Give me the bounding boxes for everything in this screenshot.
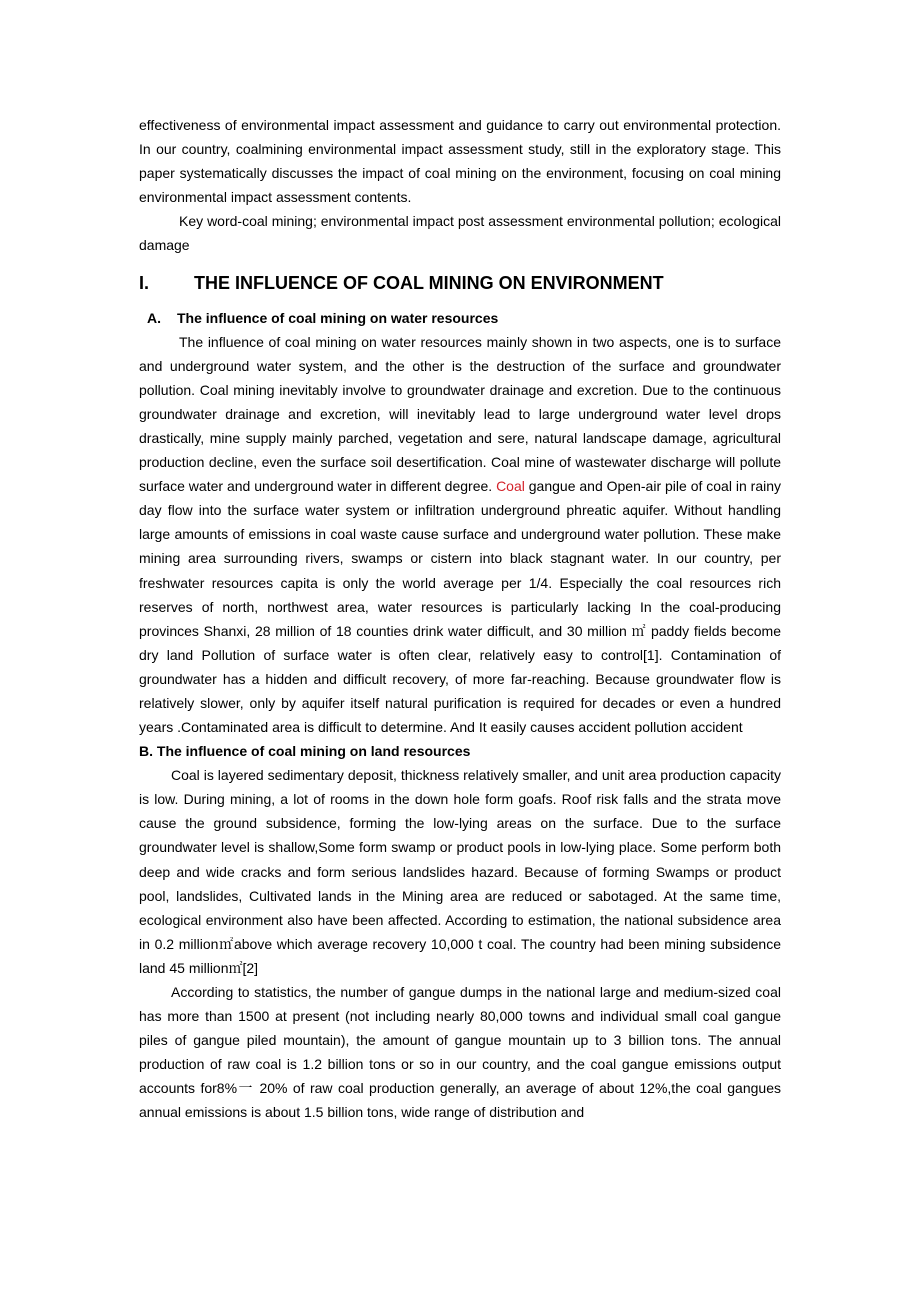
subsection-a-heading: [139, 306, 781, 330]
subsection-a-number: A.: [147, 309, 161, 326]
keywords-paragraph: Key word-coal mining; environmental impact post assessment environmental pollution; ecological damage: [139, 213, 781, 254]
land-resources-paragraph-2: According to statistics, the number of gangue dumps in the national large and medium-sized coal has more than 1500 at present (not including nearly 80,000 towns and individual small coal gangue piles of gangue piled mountain), the amount of gangue mountain up to 3 billion tons. The annual production of raw coal is 1.2 billion tons or so in our country, and the coal gangue emissions output accounts for8%一 20% of raw coal production generally, an average of about 12%,the coal gangues annual emissions is about 1.5 billion tons, wide range of distribution and: [139, 984, 781, 1121]
abstract-continuation: effectiveness of environmental impact assessment and guidance to carry out environmental protection. In our country, coalmining environmental impact assessment study, still in the exploratory stage. This paper systematically discusses the impact of coal mining on the environment, focusing on coal mining environmental impact assessment contents.: [139, 117, 781, 206]
water-paragraph-part1: The influence of coal mining on water resources mainly shown in two aspects, one is to surface and underground water system, and the other is the destruction of the surface and groundwater pollution. Coal mining inevitably involve to groundwater drainage and excretion. Due to the continuous groundwater drainage and excretion, will inevitably lead to large underground water level drops drastically, mine supply mainly parched, vegetation and sere, natural landscape damage, agricultural production decline, even the surface soil desertification. Coal mine of wastewater discharge will pollute surface water and underground water in different degree.: [139, 333, 781, 495]
water-paragraph-part2: gangue and Open-air pile of coal in rainy day flow into the surface water system or infiltration underground phreatic aquifer. Without handling large amounts of emissions in coal waste cause surface and underground water pollution. These make mining area surrounding rivers, swamps or cistern into black stagnant water. In our country, per freshwater resources capita is only the world average per 1/4. Especially the coal resources rich reserves of north, northwest area, water resources is particularly lacking In the coal-producing provinces Shanxi, 28 million of 18 counties drink water difficult, and 30 million ㎡ paddy fields become dry land Pollution of surface water is often clear, relatively easy to control[1]. Contamination of groundwater has a hidden and difficult recovery, of more far-reaching. Because groundwater flow is relatively slower, only by aquifer itself natural purification is required for decades or even a hundred years .Contaminated area is difficult to determine. And It easily causes accident pollution accident: [139, 478, 781, 736]
section-title: THE INFLUENCE OF COAL MINING ON ENVIRONMENT: [194, 272, 664, 293]
water-resources-paragraph: [139, 330, 781, 740]
section-number: I.: [139, 272, 150, 293]
subsection-a-title: The influence of coal mining on water resources: [177, 309, 499, 326]
section-heading: [139, 271, 781, 295]
document-page: [139, 113, 781, 1125]
highlighted-word: Coal: [496, 478, 525, 495]
land-resources-paragraph-1: Coal is layered sedimentary deposit, thickness relatively smaller, and unit area production capacity is low. During mining, a lot of rooms in the down hole form goafs. Roof risk falls and the strata move cause the ground subsidence, forming the low-lying areas on the surface. Due to the surface groundwater level is shallow,Some form swamp or product pools in low-lying place. Some perform both deep and wide cracks and form serious landslides hazard. Because of forming Swamps or product pool, landslides, Cultivated lands in the Mining area are reduced or sabotaged. At the same time, ecological environment also have been affected. According to estimation, the national subsidence area in 0.2 million㎡above which average recovery 10,000 t coal. The country had been mining subsidence land 45 million㎡[2]: [139, 767, 781, 976]
subsection-b-heading: B. The influence of coal mining on land resources: [139, 743, 471, 760]
